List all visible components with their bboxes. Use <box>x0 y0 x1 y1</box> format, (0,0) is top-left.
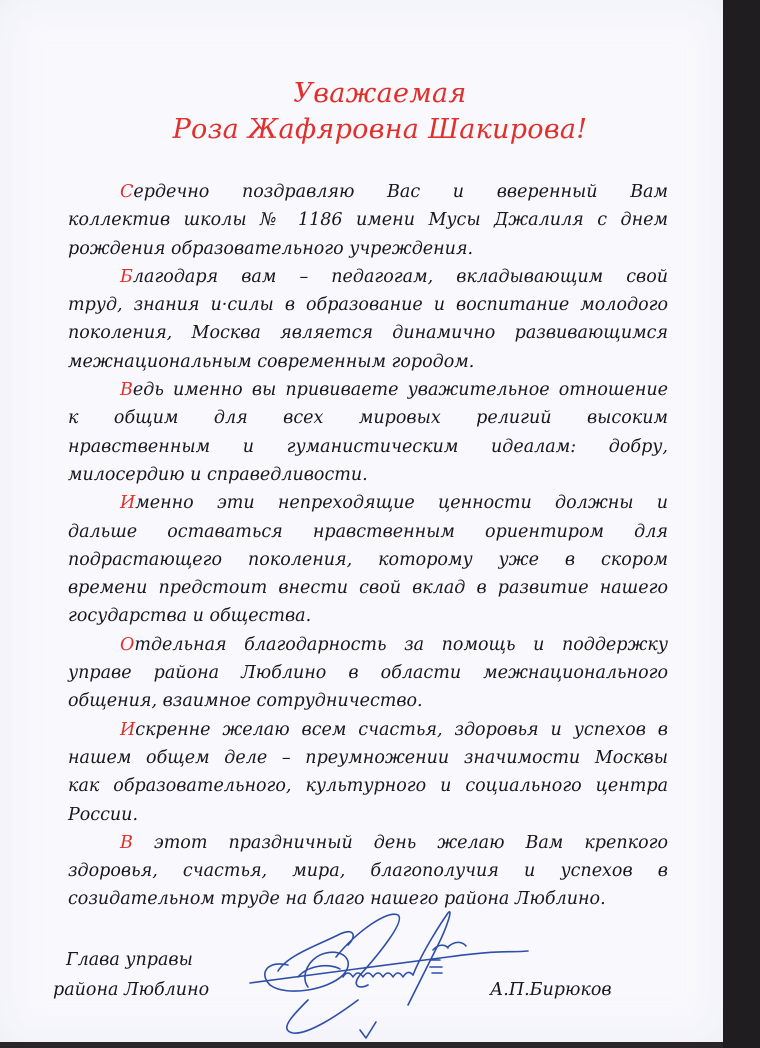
signatory-position: Глава управы района Люблино <box>53 950 210 1000</box>
paragraph-5: Отдельная благодарность за помощь и поддержку управе района Люблино в области межнационального общения, взаимное сотрудничество. <box>68 634 668 712</box>
paragraph-4: Именно эти непреходящие ценности должны и дальше оставаться нравственным ориентиром для подрастающего поколения, которому уже в скором времени предстоит внести свой вклад в развитие нашего государства и общества. <box>68 493 668 627</box>
scan-border-bottom <box>0 1042 723 1048</box>
paragraph-6: Искренне желаю всем счастья, здоровья и успехов в нашем общем деле – преумножении значимости Москвы как образовательного, культурного и социального центра России. <box>68 719 668 825</box>
drop-initial: С <box>120 182 134 202</box>
paragraph-1: Сердечно поздравляю Вас и вверенный Вам коллектив школы № 1186 имени Мусы Джалиля с днем рождения образовательного учреждения. <box>68 182 668 259</box>
paragraph-2: Благодаря вам – педагогам, вкладывающим свой труд, знания и·силы в образование и воспитание молодого поколения, Москва является динамично развивающимся межнациональным современным городом. <box>68 266 668 372</box>
drop-initial: В <box>120 832 133 853</box>
drop-initial: И <box>120 719 136 740</box>
drop-initial: Б <box>120 266 133 287</box>
signatory-name: А.П.Бирюков <box>490 980 612 1000</box>
paragraph-3: Ведь именно вы прививаете уважительное отношение к общим для всех мировых религий высоким нравственным и гуманистическим идеалам: добру, милосердию и справедливости. <box>68 380 668 485</box>
drop-initial: И <box>120 493 136 514</box>
paragraph-7: В этот праздничный день желаю Вам крепкого здоровья, счастья, мира, благополучия и успехов в созидательном труде на благо нашего района Люблино. <box>68 832 668 910</box>
salutation-line-1: Уважаемая <box>293 78 467 109</box>
drop-initial: В <box>120 380 133 401</box>
letter-body <box>68 178 668 914</box>
salutation-line-2: Роза Жафяровна Шакирова! <box>172 114 588 145</box>
scan-border-right <box>723 0 760 1048</box>
drop-initial: О <box>120 634 135 655</box>
